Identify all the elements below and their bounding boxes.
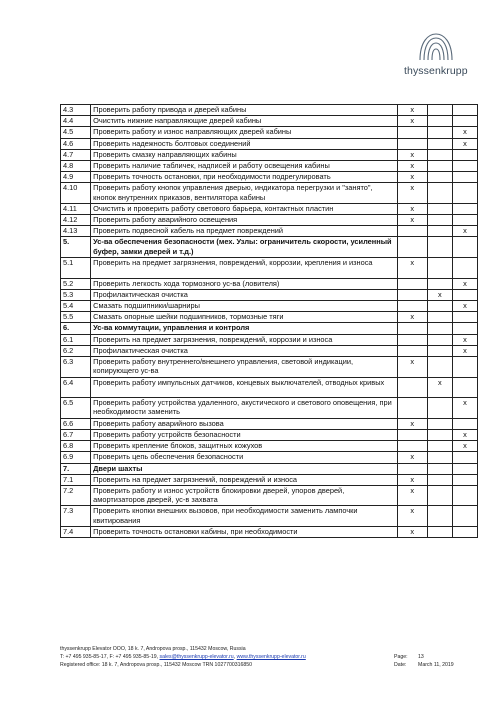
item-number: 5.5	[61, 312, 91, 323]
footer-phone-fax: T: +7 495 935-85-17, F: +7 495 935-85-19,	[60, 654, 160, 661]
check-col-3	[452, 105, 477, 116]
check-col-1: x	[397, 312, 427, 323]
check-col-3	[452, 203, 477, 214]
section-header-row	[61, 463, 478, 474]
check-col-3	[452, 215, 477, 226]
check-col-3	[452, 485, 477, 506]
check-col-2	[427, 418, 452, 429]
item-number: 6.7	[61, 429, 91, 440]
item-description: Проверить на предмет загрязнений, повреждений и износа	[91, 474, 397, 485]
check-col-2	[427, 485, 452, 506]
check-col-1	[397, 226, 427, 237]
check-col-1: x	[397, 149, 427, 160]
check-col-3	[452, 527, 477, 538]
item-number: 4.5	[61, 127, 91, 138]
table-row	[61, 183, 478, 204]
table-row	[61, 485, 478, 506]
check-col-2	[427, 172, 452, 183]
item-description: Проверить работу аварийного вызова	[91, 418, 397, 429]
date-value: March 11, 2019	[418, 662, 454, 669]
check-col-2	[427, 429, 452, 440]
company-logo	[404, 28, 478, 84]
item-description: Проверить смазку направляющих кабины	[91, 149, 397, 160]
footer-registered-line	[60, 661, 480, 669]
item-number: 6.9	[61, 452, 91, 463]
check-col-1	[397, 237, 427, 258]
check-col-2	[427, 334, 452, 345]
item-description: Проверить работу и износ устройств блокировки дверей, упоров дверей, амортизаторов дверей, ус-в захвата	[91, 485, 397, 506]
check-col-3	[452, 506, 477, 527]
page-footer	[60, 645, 480, 670]
check-col-1	[397, 138, 427, 149]
item-description: Проверить работу аварийного освещения	[91, 215, 397, 226]
item-description: Проверить работу внутреннего/внешнего управления, световой индикации, копирующего ус-ва	[91, 356, 397, 377]
check-col-3	[452, 258, 477, 279]
check-col-3: x	[452, 226, 477, 237]
table-row	[61, 105, 478, 116]
table-row	[61, 258, 478, 279]
table-row	[61, 203, 478, 214]
check-col-2	[427, 127, 452, 138]
item-number: 5.2	[61, 278, 91, 289]
check-col-3: x	[452, 334, 477, 345]
item-description: Проверить работу импульсных датчиков, концевых выключателей, отводных кривых	[91, 377, 397, 398]
check-col-3: x	[452, 429, 477, 440]
table-row	[61, 138, 478, 149]
check-col-1: x	[397, 183, 427, 204]
check-col-1	[397, 429, 427, 440]
check-col-1	[397, 127, 427, 138]
check-col-3	[452, 172, 477, 183]
item-description: Проверить наличие табличек, надписей и работу освещения кабины	[91, 160, 397, 171]
footer-separator: ,	[233, 654, 237, 661]
check-col-1	[397, 441, 427, 452]
check-col-1	[397, 463, 427, 474]
check-col-1: x	[397, 527, 427, 538]
table-row	[61, 116, 478, 127]
page-label: Page:	[394, 654, 408, 661]
check-col-1	[397, 377, 427, 398]
table-row	[61, 452, 478, 463]
check-col-2	[427, 441, 452, 452]
check-col-3: x	[452, 301, 477, 312]
item-number: 4.10	[61, 183, 91, 204]
check-col-2	[427, 506, 452, 527]
item-number: 4.9	[61, 172, 91, 183]
check-col-2: x	[427, 289, 452, 300]
date-label: Date:	[394, 662, 407, 669]
check-col-2	[427, 116, 452, 127]
check-col-2	[427, 278, 452, 289]
table-row	[61, 398, 478, 419]
item-description: Двери шахты	[91, 463, 397, 474]
check-col-1	[397, 334, 427, 345]
item-description: Проверить точность остановки кабины, при необходимости	[91, 527, 397, 538]
item-description: Ус-ва обеспечения безопасности (мех. Узлы: ограничитель скорости, усиленный буфер, замки дверей и т.д.)	[91, 237, 397, 258]
table-row	[61, 278, 478, 289]
item-description: Ус-ва коммутации, управления и контроля	[91, 323, 397, 334]
table-row	[61, 312, 478, 323]
check-col-3: x	[452, 441, 477, 452]
page-number: 13	[418, 654, 424, 661]
item-description: Проверить на предмет загрязнения, повреждений, коррозии, крепления и износа	[91, 258, 397, 279]
check-col-1: x	[397, 485, 427, 506]
footer-company-line: thyssenkrupp Elevator ООО, 18 k. 7, Andropova prosp., 115432 Moscow, Russia	[60, 646, 246, 652]
check-col-1: x	[397, 258, 427, 279]
item-description: Очистить нижние направляющие дверей кабины	[91, 116, 397, 127]
check-col-1	[397, 289, 427, 300]
table-row	[61, 474, 478, 485]
check-col-3	[452, 474, 477, 485]
check-col-1: x	[397, 160, 427, 171]
table-row	[61, 506, 478, 527]
item-number: 4.8	[61, 160, 91, 171]
check-col-2	[427, 215, 452, 226]
check-col-2	[427, 323, 452, 334]
check-col-3: x	[452, 278, 477, 289]
table-row	[61, 127, 478, 138]
check-col-1: x	[397, 172, 427, 183]
item-number: 6.6	[61, 418, 91, 429]
table-row	[61, 429, 478, 440]
footer-website-link[interactable]: www.thyssenkrupp-elevator.ru	[236, 654, 306, 661]
item-number: 4.6	[61, 138, 91, 149]
table-row	[61, 226, 478, 237]
check-col-1: x	[397, 116, 427, 127]
item-description: Проверить цепь обеспечения безопасности	[91, 452, 397, 463]
maintenance-table	[60, 104, 478, 538]
item-description: Проверить работу и износ направляющих дверей кабины	[91, 127, 397, 138]
footer-email-link[interactable]: sales@thyssenkrupp-elevator.ru	[159, 654, 234, 661]
check-col-3	[452, 237, 477, 258]
check-col-3	[452, 377, 477, 398]
item-number: 6.1	[61, 334, 91, 345]
item-number: 4.12	[61, 215, 91, 226]
check-col-3: x	[452, 398, 477, 419]
check-col-3: x	[452, 345, 477, 356]
footer-registered-office: Registered office: 18 k. 7, Andropova prosp., 115432 Moscow TRN 1027700316850	[60, 662, 253, 669]
table-row	[61, 345, 478, 356]
check-col-1	[397, 301, 427, 312]
check-col-3	[452, 149, 477, 160]
table-row	[61, 149, 478, 160]
item-number: 7.4	[61, 527, 91, 538]
table-row	[61, 215, 478, 226]
item-number: 4.3	[61, 105, 91, 116]
table-row	[61, 377, 478, 398]
check-col-1: x	[397, 474, 427, 485]
table-row	[61, 356, 478, 377]
check-col-1	[397, 323, 427, 334]
table-row	[61, 334, 478, 345]
check-col-2	[427, 149, 452, 160]
item-number: 5.3	[61, 289, 91, 300]
check-col-2	[427, 203, 452, 214]
check-col-2	[427, 474, 452, 485]
check-col-2	[427, 356, 452, 377]
check-col-3	[452, 452, 477, 463]
table-row	[61, 172, 478, 183]
item-description: Проверить работу устройств безопасности	[91, 429, 397, 440]
check-col-3	[452, 289, 477, 300]
check-col-1: x	[397, 418, 427, 429]
check-col-2	[427, 345, 452, 356]
check-col-2	[427, 160, 452, 171]
check-col-3: x	[452, 138, 477, 149]
item-number: 4.11	[61, 203, 91, 214]
check-col-3	[452, 116, 477, 127]
check-col-3	[452, 418, 477, 429]
check-col-3	[452, 160, 477, 171]
item-description: Проверить на предмет загрязнения, повреждений, коррозии и износа	[91, 334, 397, 345]
item-number: 6.5	[61, 398, 91, 419]
footer-contacts-line	[60, 653, 480, 661]
item-description: Профилактическая очистка	[91, 289, 397, 300]
check-col-1: x	[397, 452, 427, 463]
item-description: Проверить точность остановки, при необходимости подрегулировать	[91, 172, 397, 183]
item-number: 5.4	[61, 301, 91, 312]
item-number: 6.4	[61, 377, 91, 398]
section-header-row	[61, 323, 478, 334]
check-col-1	[397, 345, 427, 356]
check-col-2	[427, 463, 452, 474]
item-number: 5.1	[61, 258, 91, 279]
check-col-2	[427, 138, 452, 149]
check-col-2	[427, 237, 452, 258]
item-description: Проверить легкость хода тормозного ус-ва (ловителя)	[91, 278, 397, 289]
item-description: Смазать опорные шейки подшипников, тормозные тяги	[91, 312, 397, 323]
check-col-1: x	[397, 105, 427, 116]
check-col-2	[427, 452, 452, 463]
item-number: 6.8	[61, 441, 91, 452]
item-description: Проверить работу кнопок управления дверью, индикатора перегрузки и "занято", кнопок внутренних приказов, вентилятора кабины	[91, 183, 397, 204]
item-number: 6.	[61, 323, 91, 334]
check-col-1: x	[397, 356, 427, 377]
item-description: Проверить работу устройства удаленного, акустического и светового оповещения, при необходимости заменить	[91, 398, 397, 419]
check-col-2	[427, 183, 452, 204]
item-number: 7.	[61, 463, 91, 474]
check-col-2	[427, 258, 452, 279]
check-col-3	[452, 356, 477, 377]
section-header-row	[61, 237, 478, 258]
check-col-2	[427, 105, 452, 116]
table-row	[61, 160, 478, 171]
check-col-1	[397, 398, 427, 419]
table-row	[61, 441, 478, 452]
item-number: 4.7	[61, 149, 91, 160]
check-col-1: x	[397, 506, 427, 527]
check-col-3	[452, 463, 477, 474]
item-description: Проверить подвесной кабель на предмет повреждений	[91, 226, 397, 237]
item-description: Проверить крепление блоков, защитных кожухов	[91, 441, 397, 452]
check-col-2: x	[427, 377, 452, 398]
item-number: 6.3	[61, 356, 91, 377]
item-number: 6.2	[61, 345, 91, 356]
check-col-1: x	[397, 215, 427, 226]
item-number: 5.	[61, 237, 91, 258]
check-col-2	[427, 301, 452, 312]
check-col-3	[452, 183, 477, 204]
item-number: 7.3	[61, 506, 91, 527]
table-row	[61, 289, 478, 300]
check-col-2	[427, 398, 452, 419]
item-description: Смазать подшипники/шарниры	[91, 301, 397, 312]
item-number: 4.4	[61, 116, 91, 127]
check-col-3	[452, 323, 477, 334]
check-col-1: x	[397, 203, 427, 214]
check-col-3: x	[452, 127, 477, 138]
check-col-1	[397, 278, 427, 289]
item-number: 7.1	[61, 474, 91, 485]
item-description: Очистить и проверить работу светового барьера, контактных пластин	[91, 203, 397, 214]
check-col-2	[427, 527, 452, 538]
table-row	[61, 527, 478, 538]
item-description: Проверить надежность болтовых соединений	[91, 138, 397, 149]
table-row	[61, 418, 478, 429]
brand-name: thyssenkrupp	[404, 65, 468, 77]
table-row	[61, 301, 478, 312]
check-col-3	[452, 312, 477, 323]
check-col-2	[427, 226, 452, 237]
item-description: Проверить кнопки внешних вызовов, при необходимости заменить лампочки квитирования	[91, 506, 397, 527]
item-description: Профилактическая очистка	[91, 345, 397, 356]
item-number: 7.2	[61, 485, 91, 506]
check-col-2	[427, 312, 452, 323]
thyssenkrupp-arcs-icon	[414, 28, 458, 64]
item-description: Проверить работу привода и дверей кабины	[91, 105, 397, 116]
item-number: 4.13	[61, 226, 91, 237]
